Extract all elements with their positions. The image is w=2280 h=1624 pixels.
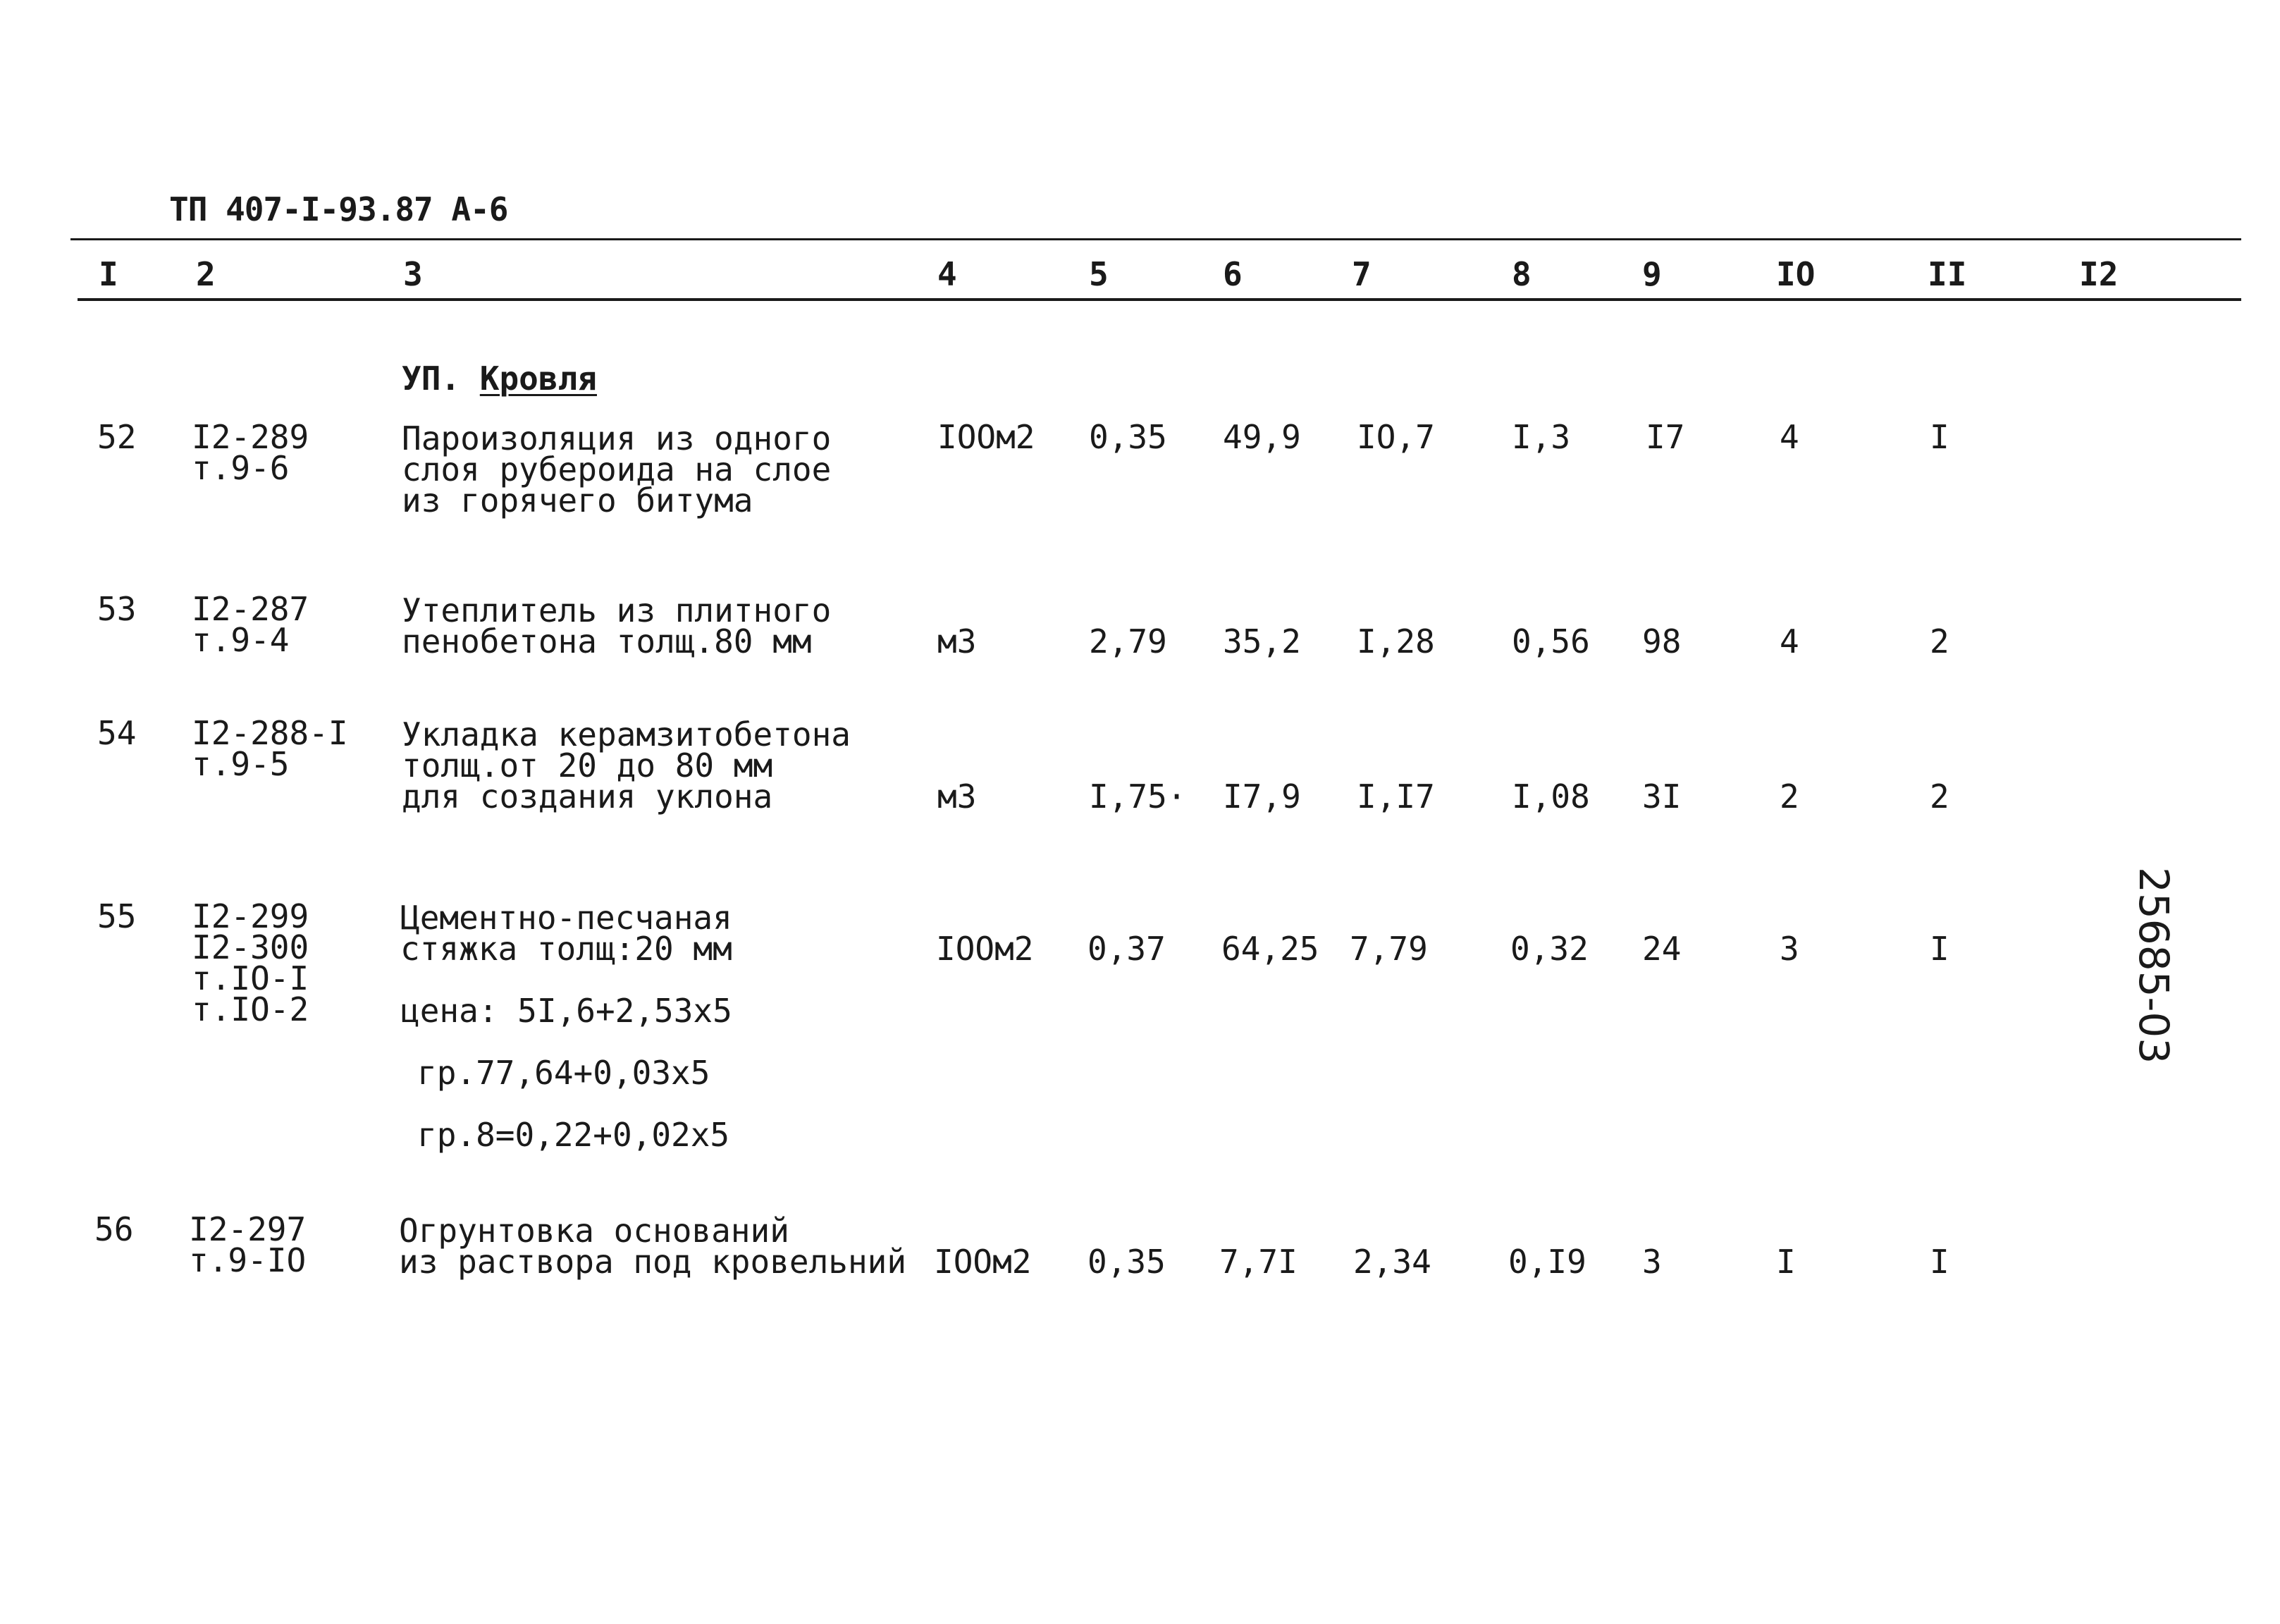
col8-value: I,08 <box>1512 777 1590 816</box>
col-num-7: 7 <box>1352 255 1372 293</box>
norm-code-line: I2-289 <box>192 418 309 456</box>
price-formula: цена: 5I,6+2,53x5 <box>400 992 732 1030</box>
section-heading <box>402 359 597 398</box>
col5-value: 0,37 <box>1087 930 1166 968</box>
norm-code <box>192 418 309 487</box>
side-stamp-number: 25685-03 <box>2130 867 2178 1064</box>
description-line: для создания уклона <box>402 777 773 816</box>
norm-code-line: т.9-5 <box>192 745 290 783</box>
group7-formula: гр.77,64+0,03x5 <box>417 1054 710 1092</box>
document-code: ТП 407-I-93.87 А-6 <box>169 190 508 228</box>
col9-value: I7 <box>1646 418 1685 456</box>
col5-value: 0,35 <box>1087 1243 1166 1281</box>
description-line: слоя рубероида на слое <box>402 450 832 488</box>
norm-code-line: I2-297 <box>189 1210 307 1248</box>
col10-value: 3 <box>1780 930 1799 968</box>
unit: IOOм2 <box>937 418 1035 456</box>
col-num-6: 6 <box>1223 255 1243 293</box>
norm-code <box>192 590 309 659</box>
col10-value: 2 <box>1780 777 1799 816</box>
row-number: 56 <box>94 1210 134 1248</box>
description-line: толщ.от 20 до 80 мм <box>402 746 773 785</box>
header-top-rule <box>70 238 2241 240</box>
col6-value: I7,9 <box>1223 777 1301 816</box>
col9-value: 98 <box>1642 622 1682 660</box>
norm-code-line: I2-299 <box>192 897 309 935</box>
col-num-2: 2 <box>196 255 216 293</box>
col10-value: 4 <box>1780 622 1799 660</box>
norm-code <box>192 714 348 783</box>
col-num-9: 9 <box>1642 255 1662 293</box>
description-line: стяжка толщ:20 мм <box>400 930 732 968</box>
col10-value: I <box>1776 1243 1796 1281</box>
col-num-8: 8 <box>1512 255 1532 293</box>
col8-value: I,3 <box>1512 418 1571 456</box>
col5-value: 0,35 <box>1089 418 1167 456</box>
col-num-3: 3 <box>403 255 423 293</box>
norm-code-line: I2-287 <box>192 590 309 628</box>
col5-value: I,75· <box>1089 777 1187 816</box>
col6-value: 7,7I <box>1219 1243 1298 1281</box>
norm-code <box>192 897 309 1028</box>
description-line: из раствора под кровельний <box>399 1243 907 1281</box>
col8-value: 0,I9 <box>1508 1243 1586 1281</box>
col11-value: I <box>1930 418 1949 456</box>
col11-value: I <box>1930 930 1949 968</box>
norm-code-line: I2-288-I <box>192 714 348 752</box>
col-num-1: I <box>99 255 118 293</box>
col11-value: 2 <box>1930 777 1949 816</box>
norm-code-line: т.IO-I <box>192 959 309 997</box>
row-number: 53 <box>97 590 137 628</box>
col6-value: 64,25 <box>1221 930 1319 968</box>
col9-value: 3 <box>1642 1243 1662 1281</box>
col7-value: I,I7 <box>1357 777 1435 816</box>
row-number: 54 <box>97 714 137 752</box>
col7-value: I,28 <box>1357 622 1435 660</box>
col8-value: 0,32 <box>1510 930 1589 968</box>
unit: IOOм2 <box>934 1243 1032 1281</box>
description-line: из горячего битума <box>402 481 753 519</box>
unit: м3 <box>937 622 977 660</box>
work-description <box>402 715 851 816</box>
row-number: 52 <box>97 418 137 456</box>
col-num-4: 4 <box>937 255 957 293</box>
work-description <box>400 899 732 968</box>
col-num-12: I2 <box>2079 255 2119 293</box>
description-line: Утеплитель из плитного <box>402 591 832 629</box>
col-num-5: 5 <box>1089 255 1109 293</box>
col5-value: 2,79 <box>1089 622 1167 660</box>
norm-code-line: т.9-4 <box>192 621 290 659</box>
description-line: Огрунтовка оснований <box>399 1212 789 1250</box>
col10-value: 4 <box>1780 418 1799 456</box>
col-num-11: II <box>1928 255 1967 293</box>
row-number: 55 <box>97 897 137 935</box>
work-description <box>402 419 832 519</box>
col11-value: I <box>1930 1243 1949 1281</box>
description-line: Пароизоляция из одного <box>402 419 832 457</box>
col11-value: 2 <box>1930 622 1949 660</box>
col7-value: IO,7 <box>1357 418 1435 456</box>
col7-value: 7,79 <box>1350 930 1428 968</box>
col6-value: 35,2 <box>1223 622 1301 660</box>
work-description <box>399 1212 907 1281</box>
work-description <box>402 591 832 660</box>
header-bottom-rule <box>78 298 2241 301</box>
unit: IOOм2 <box>936 930 1034 968</box>
description-line: Укладка керамзитобетона <box>402 715 851 753</box>
col7-value: 2,34 <box>1353 1243 1431 1281</box>
norm-code-line: т.9-IO <box>189 1241 307 1279</box>
col9-value: 24 <box>1642 930 1682 968</box>
section-prefix: УП. <box>402 359 461 398</box>
unit: м3 <box>937 777 977 816</box>
col6-value: 49,9 <box>1223 418 1301 456</box>
section-title: Кровля <box>479 359 597 398</box>
col9-value: 3I <box>1642 777 1682 816</box>
group8-formula: гр.8=0,22+0,02x5 <box>417 1116 730 1154</box>
description-line: пенобетона толщ.80 мм <box>402 622 812 660</box>
norm-code-line: I2-300 <box>192 928 309 966</box>
col-num-10: IO <box>1776 255 1816 293</box>
col8-value: 0,56 <box>1512 622 1590 660</box>
norm-code-line: т.9-6 <box>192 449 290 487</box>
description-line: Цементно-песчаная <box>400 899 732 937</box>
norm-code-line: т.IO-2 <box>192 990 309 1028</box>
norm-code <box>189 1210 307 1279</box>
